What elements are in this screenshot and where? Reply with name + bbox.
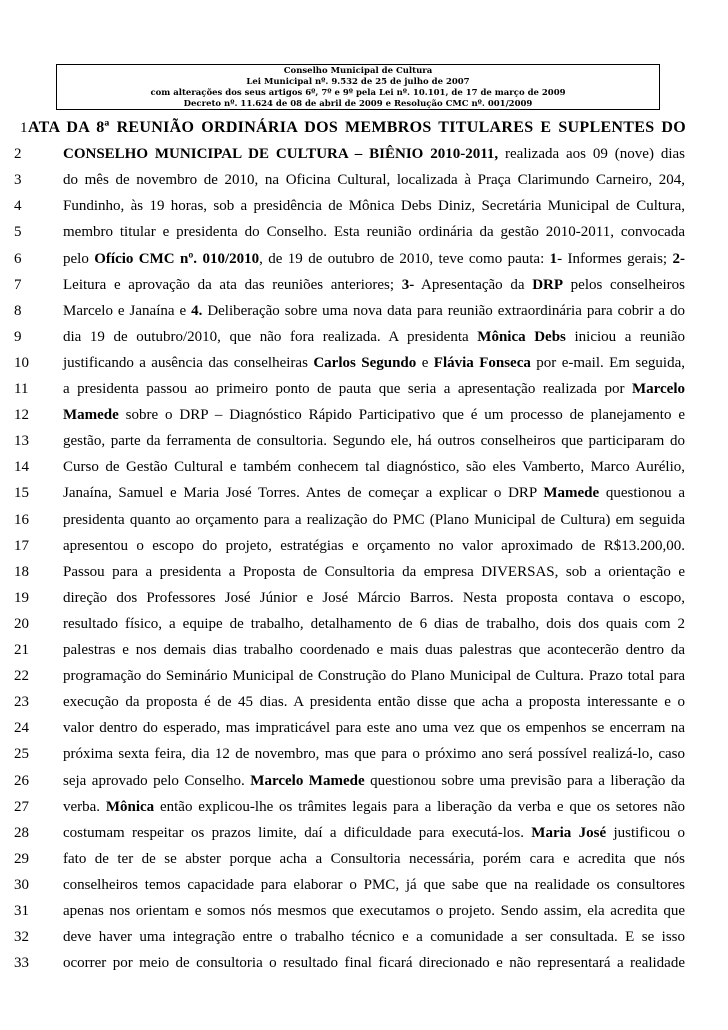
line-text: execução da proposta é de 45 dias. A presidenta então disse que acha a proposta interessante e o bbox=[63, 694, 685, 711]
line-number: 19 bbox=[14, 589, 29, 606]
line-number: 33 bbox=[14, 955, 29, 972]
line-text: Marcelo e Janaína e 4. Deliberação sobre uma nova data para reunião extraordinária para cobrir a do bbox=[63, 302, 685, 319]
line-number: 5 bbox=[14, 224, 22, 241]
line-number: 24 bbox=[14, 720, 29, 737]
minutes-line bbox=[0, 560, 728, 584]
line-text: Mamede sobre o DRP – Diagnóstico Rápido Participativo que é um processo de planejamento e bbox=[63, 407, 685, 424]
line-text: justificando a ausência das conselheiras Carlos Segundo e Flávia Fonseca por e-mail. Em seguida, bbox=[63, 354, 685, 371]
minutes-line bbox=[0, 455, 728, 479]
line-number: 18 bbox=[14, 563, 29, 580]
minutes-line bbox=[0, 821, 728, 845]
line-number: 21 bbox=[14, 642, 29, 658]
line-text: membro titular e presidenta do Conselho. Esta reunião ordinária da gestão 2010-2011, convocada bbox=[63, 224, 685, 241]
line-text: CONSELHO MUNICIPAL DE CULTURA – BIÊNIO 2010-2011, realizada aos 09 (nove) dias bbox=[63, 146, 685, 163]
minutes-line bbox=[0, 925, 728, 949]
minutes-line bbox=[0, 247, 728, 271]
line-number: 20 bbox=[14, 615, 29, 632]
header-decree: Decreto nº. 11.624 de 08 de abril de 2009 e Resolução CMC nº. 001/2009 bbox=[183, 99, 533, 109]
line-number: 6 bbox=[14, 250, 22, 267]
minutes-line bbox=[0, 742, 728, 766]
minutes-line bbox=[0, 873, 728, 897]
line-text: verba. Mônica então explicou-lhe os trâmites legais para a liberação da verba e que os setores não bbox=[63, 798, 685, 815]
minutes-line bbox=[0, 899, 728, 923]
line-number: 17 bbox=[14, 537, 29, 554]
line-number: 23 bbox=[14, 694, 29, 711]
line-text: próxima sexta feira, dia 12 de novembro, mas que para o próximo ano será possível realizá-lo, caso bbox=[63, 746, 685, 763]
line-number: 30 bbox=[14, 876, 29, 893]
line-text: gestão, parte da ferramenta de consultoria. Segundo ele, há outros conselheiros que participaram do bbox=[63, 433, 685, 450]
line-text: costumam respeitar os prazos limite, daí a dificuldade para executá-los. Maria José justificou o bbox=[63, 824, 685, 841]
line-text: apresentou o escopo do projeto, estratégias e orçamento no valor aproximado de R$13.200,00. bbox=[63, 537, 685, 554]
line-number: 22 bbox=[14, 668, 29, 685]
header-council-name: Conselho Municipal de Cultura bbox=[283, 66, 433, 76]
minutes-line bbox=[0, 716, 728, 740]
line-text: Passou para a presidenta a Proposta de Consultoria da empresa DIVERSAS, sob a orientação e bbox=[63, 563, 685, 580]
line-text: seja aprovado pelo Conselho. Marcelo Mamede questionou sobre uma previsão para a liberação da bbox=[63, 772, 685, 789]
line-number: 3 bbox=[14, 172, 22, 189]
document-header-box bbox=[56, 64, 660, 110]
line-number: 29 bbox=[14, 850, 29, 867]
line-number: 25 bbox=[14, 746, 29, 763]
line-number: 7 bbox=[14, 276, 22, 293]
header-amendments: com alterações dos seus artigos 6º, 7º e 9º pela Lei nº. 10.101, de 17 de março de 2009 bbox=[150, 88, 566, 98]
line-text: conselheiros temos capacidade para elaborar o PMC, já que sabe que na realidade os consultores bbox=[63, 876, 685, 893]
line-text: a presidenta passou ao primeiro ponto de pauta que seria a apresentação realizada por Marcelo bbox=[63, 381, 685, 397]
minutes-line bbox=[0, 351, 728, 375]
line-number: 11 bbox=[14, 381, 29, 397]
line-number: 1 bbox=[20, 120, 28, 136]
line-number: 32 bbox=[14, 929, 29, 946]
minutes-line bbox=[0, 951, 728, 975]
minutes-line bbox=[0, 377, 728, 401]
line-text: deve haver uma integração entre o trabalho técnico e a comunidade a ser consultada. E se isso bbox=[63, 929, 685, 946]
line-text: Janaína, Samuel e Maria José Torres. Antes de começar a explicar o DRP Mamede questionou a bbox=[63, 485, 685, 502]
line-text: palestras e nos demais dias trabalho coordenado e mais duas palestras que acontecerão dentro da bbox=[63, 642, 685, 658]
line-text: resultado físico, a equipe de trabalho, detalhamento de 6 dias de trabalho, dois dos quais com 2 bbox=[63, 615, 685, 632]
minutes-line bbox=[0, 116, 728, 140]
line-text: presidenta quanto ao orçamento para a realização do PMC (Plano Municipal de Cultura) em seguida bbox=[63, 511, 685, 528]
line-number: 15 bbox=[14, 485, 29, 502]
minutes-line bbox=[0, 612, 728, 636]
line-number: 4 bbox=[14, 198, 22, 215]
line-text: Leitura e aprovação da ata das reuniões anteriores; 3- Apresentação da DRP pelos conselheiros bbox=[63, 276, 685, 293]
line-number: 9 bbox=[14, 328, 22, 345]
line-text: ATA DA 8ª REUNIÃO ORDINÁRIA DOS MEMBROS TITULARES E SUPLENTES DO bbox=[28, 119, 686, 136]
minutes-line bbox=[0, 194, 728, 218]
minutes-line bbox=[0, 638, 728, 662]
minutes-line bbox=[0, 586, 728, 610]
minutes-line bbox=[0, 403, 728, 427]
minutes-line bbox=[0, 508, 728, 532]
minutes-line bbox=[0, 273, 728, 297]
minutes-line bbox=[0, 690, 728, 714]
minutes-line bbox=[0, 142, 728, 166]
minutes-line bbox=[0, 429, 728, 453]
line-number: 27 bbox=[14, 798, 29, 815]
line-text: ocorrer por meio de consultoria o resultado final ficará direcionado e não representará a realidade bbox=[63, 955, 685, 972]
line-text: Curso de Gestão Cultural e também conhecem tal diagnóstico, são eles Vamberto, Marco Aurélio, bbox=[63, 459, 685, 476]
line-text: valor dentro do esperado, mas impraticável para este ano uma vez que os empenhos se encerram na bbox=[63, 720, 685, 737]
header-law: Lei Municipal nº. 9.532 de 25 de julho de 2007 bbox=[246, 77, 470, 87]
minutes-line bbox=[0, 220, 728, 244]
line-number: 13 bbox=[14, 433, 29, 450]
minutes-line bbox=[0, 481, 728, 505]
line-text: fato de ter de se abster porque acha a Consultoria necessária, porém cara e acredita que nós bbox=[63, 850, 685, 867]
line-text: programação do Seminário Municipal de Construção do Plano Municipal de Cultura. Prazo total para bbox=[63, 668, 685, 685]
minutes-line bbox=[0, 795, 728, 819]
line-text: direção dos Professores José Júnior e José Márcio Barros. Nesta proposta contava o escopo, bbox=[63, 589, 685, 606]
line-number: 12 bbox=[14, 407, 29, 424]
line-text: dia 19 de outubro/2010, que não fora realizada. A presidenta Mônica Debs iniciou a reunião bbox=[63, 328, 686, 345]
line-number: 26 bbox=[14, 772, 29, 789]
line-number: 31 bbox=[14, 903, 29, 919]
line-number: 28 bbox=[14, 824, 29, 841]
line-text: apenas nos orientam e somos nós mesmos que executamos o projeto. Sendo assim, ela acredita que bbox=[63, 903, 685, 919]
line-text: do mês de novembro de 2010, na Oficina Cultural, localizada à Praça Clarimundo Carneiro, 204, bbox=[63, 172, 685, 189]
line-number: 14 bbox=[14, 459, 29, 476]
minutes-line bbox=[0, 325, 728, 349]
minutes-line bbox=[0, 299, 728, 323]
line-number: 16 bbox=[14, 511, 29, 528]
line-number: 10 bbox=[14, 354, 29, 371]
line-number: 8 bbox=[14, 302, 22, 319]
line-text: pelo Ofício CMC nº. 010/2010, de 19 de outubro de 2010, teve como pauta: 1- Informes gerais; 2- bbox=[63, 250, 685, 267]
minutes-line bbox=[0, 168, 728, 192]
minutes-line bbox=[0, 534, 728, 558]
minutes-line bbox=[0, 847, 728, 871]
line-number: 2 bbox=[14, 146, 22, 163]
minutes-line bbox=[0, 769, 728, 793]
minutes-line bbox=[0, 664, 728, 688]
line-text: Fundinho, às 19 horas, sob a presidência de Mônica Debs Diniz, Secretária Municipal de Cultura, bbox=[63, 198, 685, 215]
